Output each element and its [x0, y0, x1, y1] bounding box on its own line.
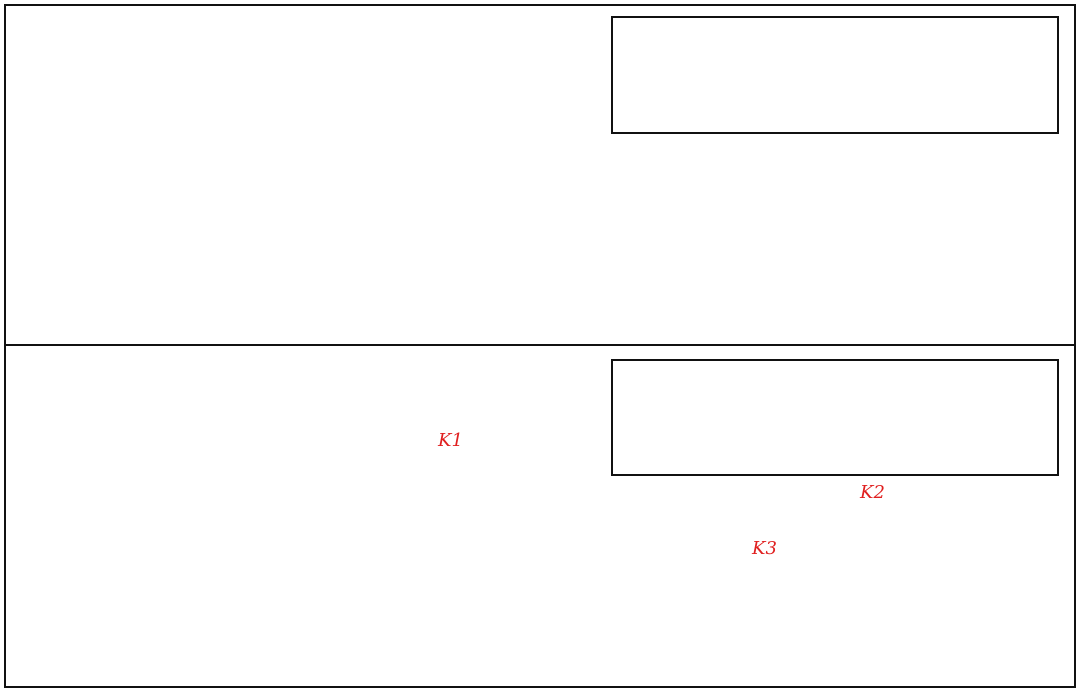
- red-label-k1: K1: [438, 430, 463, 451]
- momentum-box: [611, 16, 1059, 134]
- section-divider: [4, 344, 1076, 346]
- red-label-k3: K3: [752, 538, 777, 559]
- kalman-box: [611, 359, 1059, 476]
- red-label-k2: K2: [860, 482, 885, 503]
